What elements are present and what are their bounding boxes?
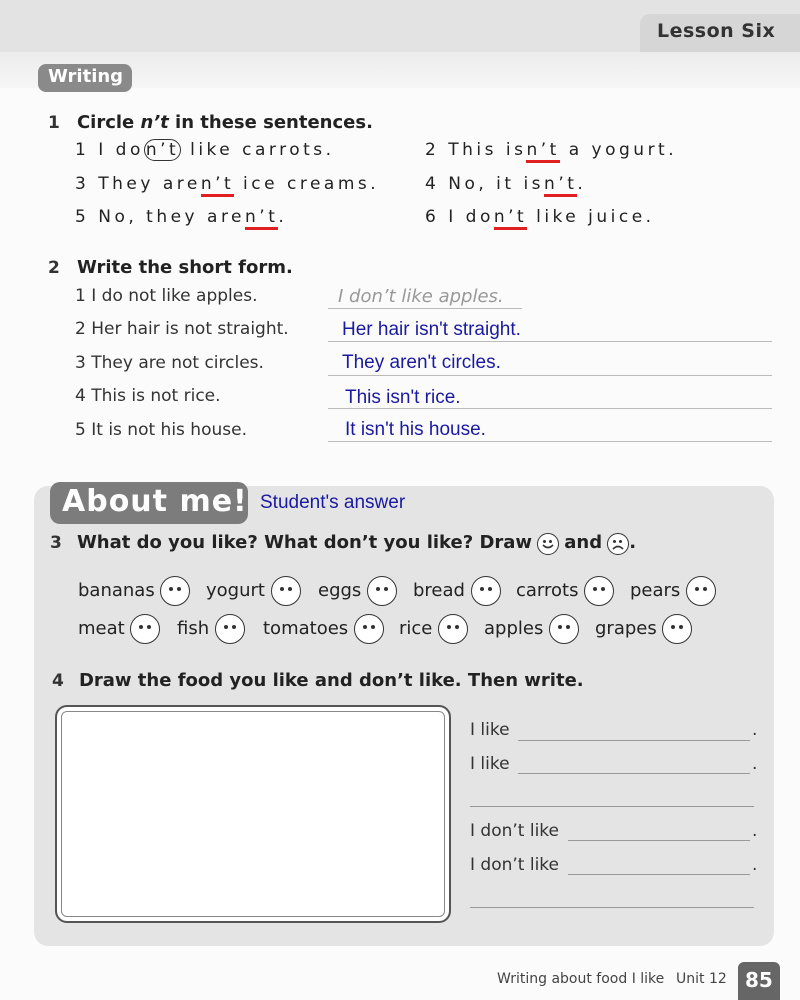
write-line[interactable] [568, 840, 750, 841]
about-me-title: About me! [62, 484, 248, 519]
food-item-bananas: bananas [78, 576, 190, 606]
blank-face-icon[interactable] [271, 576, 301, 606]
blank-face-icon[interactable] [215, 614, 245, 644]
exercise-3-heading: 3 What do you like? What don’t you like? Draw and . [50, 532, 637, 553]
exercise-number: 4 [52, 671, 64, 691]
blank-face-icon[interactable] [160, 576, 190, 606]
like-line-1-label: I like [470, 720, 510, 740]
ex2-item-1: 1 I do not like apples. [75, 286, 258, 306]
blank-face-icon[interactable] [438, 614, 468, 644]
exercise-number: 1 [48, 113, 60, 133]
food-item-carrots: carrots [516, 576, 614, 606]
answer-field-3[interactable]: They aren't circles. [342, 352, 501, 373]
ex1-sentence-6: 6 I don’t like juice. [425, 207, 655, 227]
section-title: Writing [48, 66, 124, 87]
ex2-item-4: 4 This is not rice. [75, 386, 221, 406]
food-item-yogurt: yogurt [206, 576, 301, 606]
underlined-contraction[interactable]: n’t [201, 174, 234, 197]
write-line[interactable] [518, 740, 750, 741]
write-line[interactable] [518, 773, 750, 774]
page-number: 85 [745, 968, 773, 992]
blank-face-icon[interactable] [584, 576, 614, 606]
ex2-item-2: 2 Her hair is not straight. [75, 319, 289, 339]
answer-line [328, 375, 772, 376]
exercise-1-heading [48, 112, 373, 133]
answer-line [328, 308, 522, 309]
food-item-meat: meat [78, 614, 160, 644]
underlined-contraction[interactable]: n’t [494, 207, 527, 230]
period: . [752, 855, 758, 875]
sad-face-icon [607, 533, 629, 555]
exercise-title: Circle n’t in these sentences. [76, 112, 373, 133]
smiley-face-icon [537, 533, 559, 555]
like-line-2-label: I like [470, 754, 510, 774]
answer-field-4[interactable]: This isn't rice. [345, 387, 461, 408]
ex2-item-3: 3 They are not circles. [75, 353, 264, 373]
ex1-sentence-4: 4 No, it isn’t. [425, 174, 586, 194]
ex2-item-5: 5 It is not his house. [75, 420, 247, 440]
underlined-contraction[interactable]: n’t [544, 174, 577, 197]
blank-face-icon[interactable] [549, 614, 579, 644]
ex1-sentence-1: 1 I do n’t like carrots. [75, 140, 335, 160]
drawing-box[interactable] [55, 705, 451, 923]
period: . [752, 821, 758, 841]
write-line[interactable] [568, 874, 750, 875]
exercise-number: 2 [48, 258, 60, 278]
underlined-contraction[interactable]: n’t [245, 207, 278, 230]
blank-face-icon[interactable] [471, 576, 501, 606]
ex1-sentence-3: 3 They aren’t ice creams. [75, 174, 379, 194]
blank-face-icon[interactable] [686, 576, 716, 606]
period: . [752, 720, 758, 740]
write-line[interactable] [470, 806, 754, 807]
ex1-sentence-5: 5 No, they aren’t. [75, 207, 287, 227]
exercise-number: 3 [50, 533, 62, 553]
dont-like-line-2-label: I don’t like [470, 855, 560, 875]
answer-line [328, 441, 772, 442]
example-answer: I don’t like apples. [338, 286, 504, 307]
circled-contraction[interactable]: n’t [145, 140, 180, 160]
food-item-apples: apples [484, 614, 579, 644]
underlined-contraction[interactable]: n’t [526, 140, 559, 163]
ex1-sentence-2: 2 This isn’t a yogurt. [425, 140, 677, 160]
answer-field-5[interactable]: It isn't his house. [345, 419, 486, 440]
dont-like-line-1-label: I don’t like [470, 821, 560, 841]
answer-field-2[interactable]: Her hair isn't straight. [342, 319, 521, 340]
student-answer-note: Student's answer [260, 492, 406, 513]
food-item-bread: bread [413, 576, 501, 606]
exercise-2-heading [48, 257, 293, 278]
footer-topic: Writing about food I like [497, 971, 665, 987]
footer-unit: Unit 12 [676, 971, 727, 987]
exercise-4-heading [52, 670, 584, 691]
exercise-title: Write the short form. [76, 257, 293, 278]
blank-face-icon[interactable] [130, 614, 160, 644]
food-item-pears: pears [630, 576, 716, 606]
period: . [752, 754, 758, 774]
food-item-tomatoes: tomatoes [263, 614, 384, 644]
blank-face-icon[interactable] [367, 576, 397, 606]
blank-face-icon[interactable] [662, 614, 692, 644]
blank-face-icon[interactable] [354, 614, 384, 644]
food-item-grapes: grapes [595, 614, 692, 644]
lesson-title: Lesson Six [657, 20, 776, 42]
exercise-title: Draw the food you like and don’t like. Then write. [78, 670, 584, 691]
food-item-fish: fish [177, 614, 245, 644]
food-item-eggs: eggs [318, 576, 397, 606]
answer-line [328, 341, 772, 342]
food-item-rice: rice [399, 614, 468, 644]
write-line[interactable] [470, 907, 754, 908]
